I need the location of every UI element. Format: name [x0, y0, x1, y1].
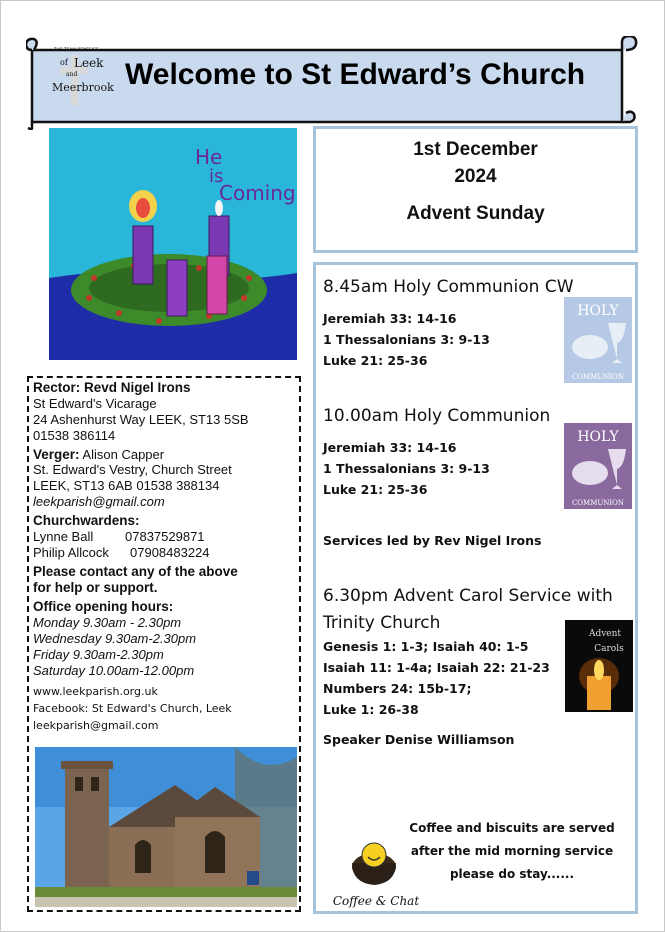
services-led-by: Services led by Rev Nigel Irons: [323, 533, 542, 548]
communion-label: COMMUNION: [571, 499, 625, 507]
coffee-text: Coffee and biscuits are served: [409, 821, 615, 835]
speaker: Speaker Denise Williamson: [323, 732, 515, 747]
reading: Luke 21: 25-36: [323, 353, 428, 368]
advent-caption-he: He: [195, 145, 223, 169]
holy-communion-image: [564, 423, 632, 509]
service-title: 6.30pm Advent Carol Service with: [323, 586, 613, 606]
office-hours-item: Wednesday 9.30am-2.30pm: [33, 631, 197, 646]
holy-communion-image: [564, 297, 632, 383]
logo-small-text: THE TEAM BENEFICE: [54, 47, 99, 52]
services-box: [313, 262, 638, 914]
reading: Isaiah 11: 1-4a; Isaiah 22: 21-23: [323, 660, 550, 675]
website-link[interactable]: www.leekparish.org.uk: [33, 685, 158, 698]
contact-note: Please contact any of the above: [33, 564, 238, 579]
service-title: Trinity Church: [323, 613, 441, 633]
office-hours-heading: Office opening hours:: [33, 599, 174, 614]
office-hours-item: Monday 9.30am - 2.30pm: [33, 615, 182, 630]
churchwarden-phone: 07837529871: [125, 529, 205, 544]
carols-label: Advent: [588, 629, 622, 639]
churchwarden-name: Philip Allcock: [33, 545, 109, 560]
rector-line: 01538 386114: [33, 428, 116, 443]
communion-label: COMMUNION: [571, 373, 625, 381]
churchwarden-name: Lynne Ball: [33, 529, 94, 544]
verger-email: leekparish@gmail.com: [33, 494, 165, 509]
office-hours-item: Friday 9.30am-2.30pm: [33, 647, 164, 662]
holy-label: HOLY: [577, 429, 619, 445]
service-title: 10.00am Holy Communion: [323, 406, 551, 426]
reading: Luke 1: 26-38: [323, 702, 419, 717]
logo-leek: Leek: [74, 56, 104, 70]
verger-name: Alison Capper: [79, 447, 165, 462]
holy-label: HOLY: [577, 303, 619, 319]
verger-address: LEEK, ST13 6AB 01538 388134: [33, 478, 220, 493]
rector-heading: Rector: Revd Nigel Irons: [33, 380, 191, 395]
date-year: 2024: [454, 166, 497, 187]
date-line: 1st December: [413, 139, 538, 160]
churchwarden-phone: 07908483224: [130, 545, 210, 560]
reading: Genesis 1: 1-3; Isaiah 40: 1-5: [323, 639, 529, 654]
rector-line: 24 Ashenhurst Way LEEK, ST13 5SB: [33, 412, 249, 427]
coffee-text: after the mid morning service: [410, 844, 614, 858]
benefice-logo: [52, 47, 116, 107]
contact-info-box: [27, 376, 301, 912]
rector-line: St Edward's Vicarage: [33, 396, 157, 411]
logo-and: and: [66, 71, 78, 78]
reading: Jeremiah 33: 14-16: [323, 440, 457, 455]
email-link[interactable]: leekparish@gmail.com: [33, 719, 159, 732]
date-box: [313, 126, 638, 253]
verger-label: Verger:: [33, 447, 80, 462]
page-title: Welcome to St Edward’s Church: [125, 58, 586, 91]
advent-wreath-image: [49, 128, 297, 360]
verger-address: St. Edward's Vestry, Church Street: [33, 462, 232, 477]
coffee-text: please do stay......: [449, 867, 575, 881]
office-hours-item: Saturday 10.00am-12.00pm: [33, 663, 195, 678]
logo-of: of: [60, 58, 68, 67]
liturgical-day: Advent Sunday: [406, 203, 545, 224]
service-title: 8.45am Holy Communion CW: [323, 277, 574, 297]
carols-label: Carols: [594, 644, 624, 654]
logo-meerbrook: Meerbrook: [52, 81, 114, 94]
reading: 1 Thessalonians 3: 9-13: [323, 461, 490, 476]
advent-caption-coming: Coming: [219, 181, 296, 205]
reading: Numbers 24: 15b-17;: [323, 681, 472, 696]
advent-caption-is: is: [209, 166, 224, 187]
churchwardens-heading: Churchwardens:: [33, 513, 140, 528]
reading: Jeremiah 33: 14-16: [323, 311, 457, 326]
coffee-chat-label: Coffee & Chat: [332, 894, 420, 908]
facebook-text: Facebook: St Edward's Church, Leek: [33, 702, 232, 715]
contact-note: for help or support.: [33, 580, 158, 595]
reading: 1 Thessalonians 3: 9-13: [323, 332, 490, 347]
reading: Luke 21: 25-36: [323, 482, 428, 497]
church-photo: [35, 747, 297, 907]
advent-carols-image: [565, 620, 633, 712]
